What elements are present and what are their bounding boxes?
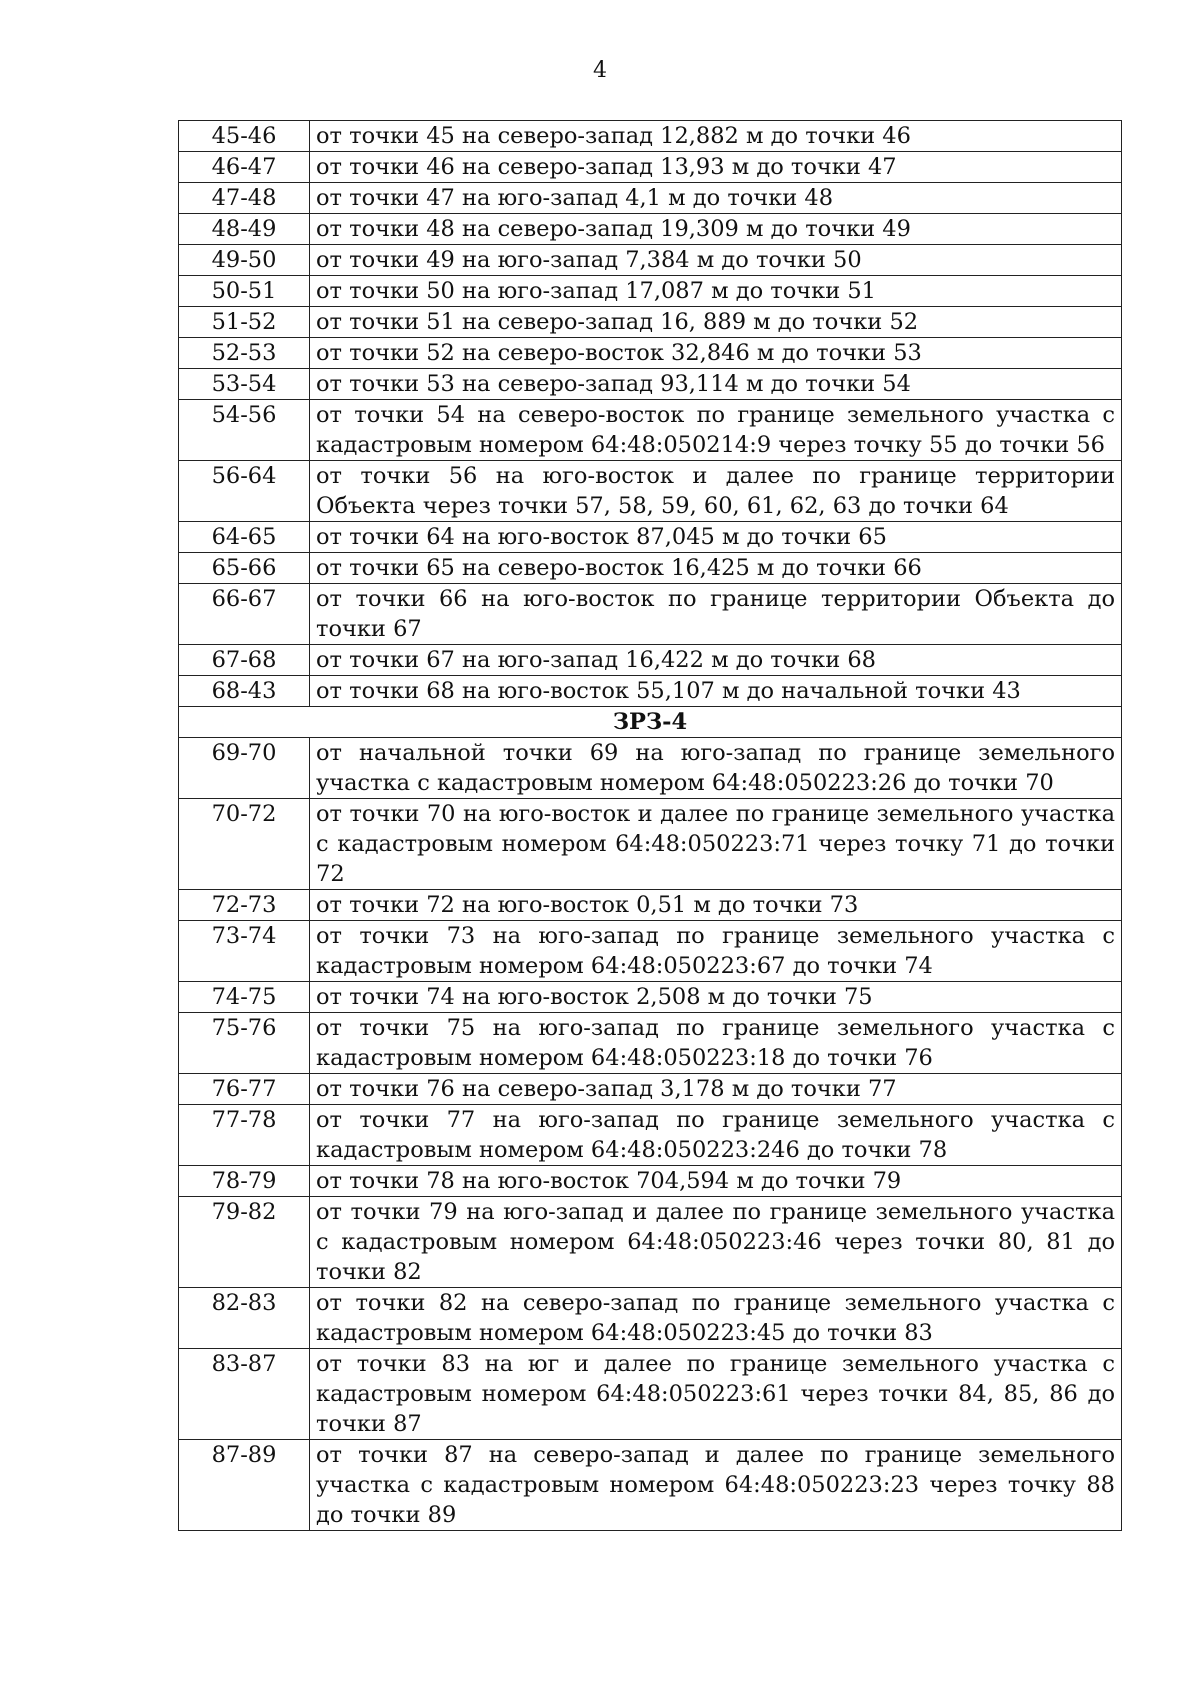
description-cell: от точки 64 на юго-восток 87,045 м до точки 65: [310, 522, 1122, 553]
table-row: [179, 152, 1122, 183]
segment-cell: 53-54: [179, 369, 310, 400]
description-cell: от точки 87 на северо-запад и далее по границе земельного участка с кадастровым номером 64:48:050223:23 через точку 88 до точки 89: [310, 1440, 1122, 1531]
description-cell: от точки 46 на северо-запад 13,93 м до точки 47: [310, 152, 1122, 183]
segment-cell: 76-77: [179, 1074, 310, 1105]
segment-cell: 67-68: [179, 645, 310, 676]
segment-cell: 68-43: [179, 676, 310, 707]
segment-cell: 47-48: [179, 183, 310, 214]
segment-cell: 73-74: [179, 921, 310, 982]
section-title: ЗРЗ-4: [179, 707, 1122, 738]
description-cell: от точки 68 на юго-восток 55,107 м до начальной точки 43: [310, 676, 1122, 707]
description-cell: от точки 45 на северо-запад 12,882 м до точки 46: [310, 121, 1122, 152]
description-cell: от точки 65 на северо-восток 16,425 м до точки 66: [310, 553, 1122, 584]
description-cell: от точки 82 на северо-запад по границе земельного участка с кадастровым номером 64:48:050223:45 до точки 83: [310, 1288, 1122, 1349]
segment-cell: 54-56: [179, 400, 310, 461]
segment-cell: 69-70: [179, 738, 310, 799]
segment-cell: 56-64: [179, 461, 310, 522]
table-row: [179, 522, 1122, 553]
table-row: [179, 921, 1122, 982]
segment-cell: 66-67: [179, 584, 310, 645]
segment-cell: 74-75: [179, 982, 310, 1013]
segment-cell: 52-53: [179, 338, 310, 369]
description-cell: от точки 73 на юго-запад по границе земельного участка с кадастровым номером 64:48:050223:67 до точки 74: [310, 921, 1122, 982]
segment-cell: 83-87: [179, 1349, 310, 1440]
description-cell: от точки 76 на северо-запад 3,178 м до точки 77: [310, 1074, 1122, 1105]
table-row: [179, 738, 1122, 799]
table-row: [179, 982, 1122, 1013]
description-cell: от точки 56 на юго-восток и далее по границе территории Объекта через точки 57, 58, 59, 60, 61, 62, 63 до точки 64: [310, 461, 1122, 522]
description-cell: от точки 83 на юг и далее по границе земельного участка с кадастровым номером 64:48:050223:61 через точки 84, 85, 86 до точки 87: [310, 1349, 1122, 1440]
table-row: [179, 369, 1122, 400]
description-cell: от точки 52 на северо-восток 32,846 м до точки 53: [310, 338, 1122, 369]
table-row: [179, 1349, 1122, 1440]
segment-cell: 49-50: [179, 245, 310, 276]
description-cell: от точки 74 на юго-восток 2,508 м до точки 75: [310, 982, 1122, 1013]
description-cell: от точки 51 на северо-запад 16, 889 м до точки 52: [310, 307, 1122, 338]
description-cell: от точки 53 на северо-запад 93,114 м до точки 54: [310, 369, 1122, 400]
segment-cell: 64-65: [179, 522, 310, 553]
table-row: [179, 553, 1122, 584]
description-cell: от точки 54 на северо-восток по границе земельного участка с кадастровым номером 64:48:050214:9 через точку 55 до точки 56: [310, 400, 1122, 461]
segment-cell: 75-76: [179, 1013, 310, 1074]
table-row: [179, 1288, 1122, 1349]
table-row: [179, 1105, 1122, 1166]
description-cell: от точки 67 на юго-запад 16,422 м до точки 68: [310, 645, 1122, 676]
segment-cell: 50-51: [179, 276, 310, 307]
table-row: [179, 214, 1122, 245]
description-cell: от точки 50 на юго-запад 17,087 м до точки 51: [310, 276, 1122, 307]
table-row: [179, 1197, 1122, 1288]
segment-cell: 82-83: [179, 1288, 310, 1349]
table-row: [179, 1074, 1122, 1105]
segment-cell: 79-82: [179, 1197, 310, 1288]
section-header-row: [179, 707, 1122, 738]
table-row: [179, 645, 1122, 676]
segment-cell: 87-89: [179, 1440, 310, 1531]
description-cell: от точки 79 на юго-запад и далее по границе земельного участка с кадастровым номером 64:48:050223:46 через точки 80, 81 до точки 82: [310, 1197, 1122, 1288]
table-row: [179, 676, 1122, 707]
description-cell: от начальной точки 69 на юго-запад по границе земельного участка с кадастровым номером 64:48:050223:26 до точки 70: [310, 738, 1122, 799]
description-cell: от точки 47 на юго-запад 4,1 м до точки 48: [310, 183, 1122, 214]
segment-cell: 70-72: [179, 799, 310, 890]
description-cell: от точки 66 на юго-восток по границе территории Объекта до точки 67: [310, 584, 1122, 645]
table-row: [179, 1166, 1122, 1197]
table-row: [179, 799, 1122, 890]
table-row: [179, 121, 1122, 152]
description-cell: от точки 72 на юго-восток 0,51 м до точки 73: [310, 890, 1122, 921]
table-row: [179, 890, 1122, 921]
table-row: [179, 338, 1122, 369]
description-cell: от точки 77 на юго-запад по границе земельного участка с кадастровым номером 64:48:050223:246 до точки 78: [310, 1105, 1122, 1166]
description-cell: от точки 48 на северо-запад 19,309 м до точки 49: [310, 214, 1122, 245]
segment-cell: 51-52: [179, 307, 310, 338]
description-cell: от точки 78 на юго-восток 704,594 м до точки 79: [310, 1166, 1122, 1197]
table-row: [179, 245, 1122, 276]
segment-cell: 77-78: [179, 1105, 310, 1166]
table-row: [179, 307, 1122, 338]
segment-cell: 65-66: [179, 553, 310, 584]
description-cell: от точки 70 на юго-восток и далее по границе земельного участка с кадастровым номером 64:48:050223:71 через точку 71 до точки 72: [310, 799, 1122, 890]
table-row: [179, 276, 1122, 307]
table-row: [179, 400, 1122, 461]
table-row: [179, 461, 1122, 522]
segment-cell: 78-79: [179, 1166, 310, 1197]
description-cell: от точки 49 на юго-запад 7,384 м до точки 50: [310, 245, 1122, 276]
boundary-description-table: [178, 120, 1122, 1531]
table-row: [179, 1440, 1122, 1531]
segment-cell: 45-46: [179, 121, 310, 152]
segment-cell: 72-73: [179, 890, 310, 921]
table-row: [179, 1013, 1122, 1074]
table-row: [179, 584, 1122, 645]
table-row: [179, 183, 1122, 214]
segment-cell: 46-47: [179, 152, 310, 183]
description-cell: от точки 75 на юго-запад по границе земельного участка с кадастровым номером 64:48:050223:18 до точки 76: [310, 1013, 1122, 1074]
page-number: 4: [593, 58, 607, 83]
segment-cell: 48-49: [179, 214, 310, 245]
table-body: [179, 121, 1122, 1531]
